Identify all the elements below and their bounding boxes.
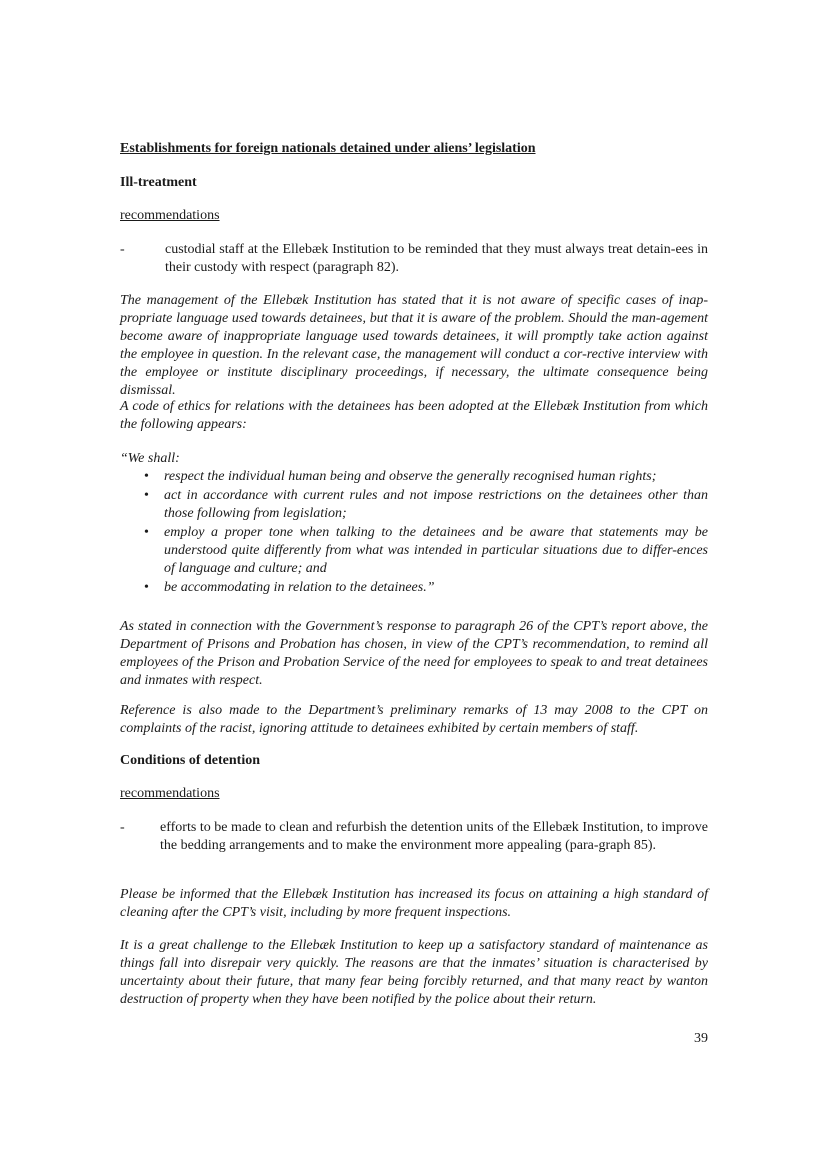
dash-marker: -: [120, 820, 125, 835]
page-title: Establishments for foreign nationals detained under aliens’ legislation: [120, 141, 536, 156]
bullet-text: be accommodating in relation to the detainees.”: [164, 580, 435, 595]
paragraph: It is a great challenge to the Ellebæk Institution to keep up a satisfactory standard of maintenance as things fall into disrepair very quickly. The reasons are that the inmates’ situation is characterised by uncertainty about their future, that many fear being forcibly returned, and that many react by wanton destruction of property when they have been notified by the police about their return.: [120, 938, 708, 1007]
paragraph: The management of the Ellebæk Institution has stated that it is not aware of specific cases of inap-propriate language used towards detainees, but that it is aware of the problem. Should the man-agement become aware of inappropriate language used towards detainees, it will promptly take action against the employee in question. In the relevant case, the management will conduct a cor-rective interview with the employee or institute disciplinary proceedings, if necessary, the ultimate consequence being dismissal.: [120, 293, 708, 398]
list-item: [120, 524, 708, 578]
section-heading-conditions: Conditions of detention: [120, 753, 261, 768]
bullet-text: respect the individual human being and observe the generally recognised human rights;: [164, 469, 657, 484]
bullet-marker: •: [144, 525, 149, 540]
recommendations-label: recommendations: [120, 208, 220, 223]
code-of-ethics-list: [120, 468, 708, 598]
bullet-marker: •: [144, 469, 149, 484]
quote-intro: “We shall:: [120, 451, 180, 466]
list-item: [120, 468, 708, 486]
paragraph: As stated in connection with the Government’s response to paragraph 26 of the CPT’s report above, the Department of Prisons and Probation has chosen, in view of the CPT’s recommendation, to remind all employees of the Prison and Probation Service of the need for employees to speak to and treat detainees and inmates with respect.: [120, 619, 708, 688]
recommendation-item: [120, 241, 708, 277]
list-item: [120, 579, 708, 597]
list-item: [120, 487, 708, 523]
recommendation-text: efforts to be made to clean and refurbish the detention units of the Ellebæk Institution, to improve the bedding arrangements and to make the environment more appealing (para-graph 85).: [160, 820, 708, 853]
page-number: 39: [694, 1031, 708, 1046]
bullet-marker: •: [144, 580, 149, 595]
recommendation-item: [120, 819, 708, 855]
dash-marker: -: [120, 242, 125, 257]
recommendation-text: custodial staff at the Ellebæk Institution to be reminded that they must always treat detain-ees in their custody with respect (paragraph 82).: [165, 242, 708, 275]
paragraph: Reference is also made to the Department’s preliminary remarks of 13 may 2008 to the CPT on complaints of the racist, ignoring attitude to detainees exhibited by certain members of staff.: [120, 703, 708, 736]
bullet-text: act in accordance with current rules and not impose restrictions on the detainees other than those following from legislation;: [164, 488, 708, 521]
paragraph: Please be informed that the Ellebæk Institution has increased its focus on attaining a high standard of cleaning after the CPT’s visit, including by more frequent inspections.: [120, 887, 708, 920]
bullet-text: employ a proper tone when talking to the detainees and be aware that statements may be understood quite differently from what was intended in particular situations due to differ-ences of language and culture; and: [164, 525, 708, 576]
recommendations-label: recommendations: [120, 786, 220, 801]
section-heading-ill-treatment: Ill-treatment: [120, 175, 197, 190]
paragraph: A code of ethics for relations with the detainees has been adopted at the Ellebæk Institution from which the following appears:: [120, 399, 708, 432]
bullet-marker: •: [144, 488, 149, 503]
